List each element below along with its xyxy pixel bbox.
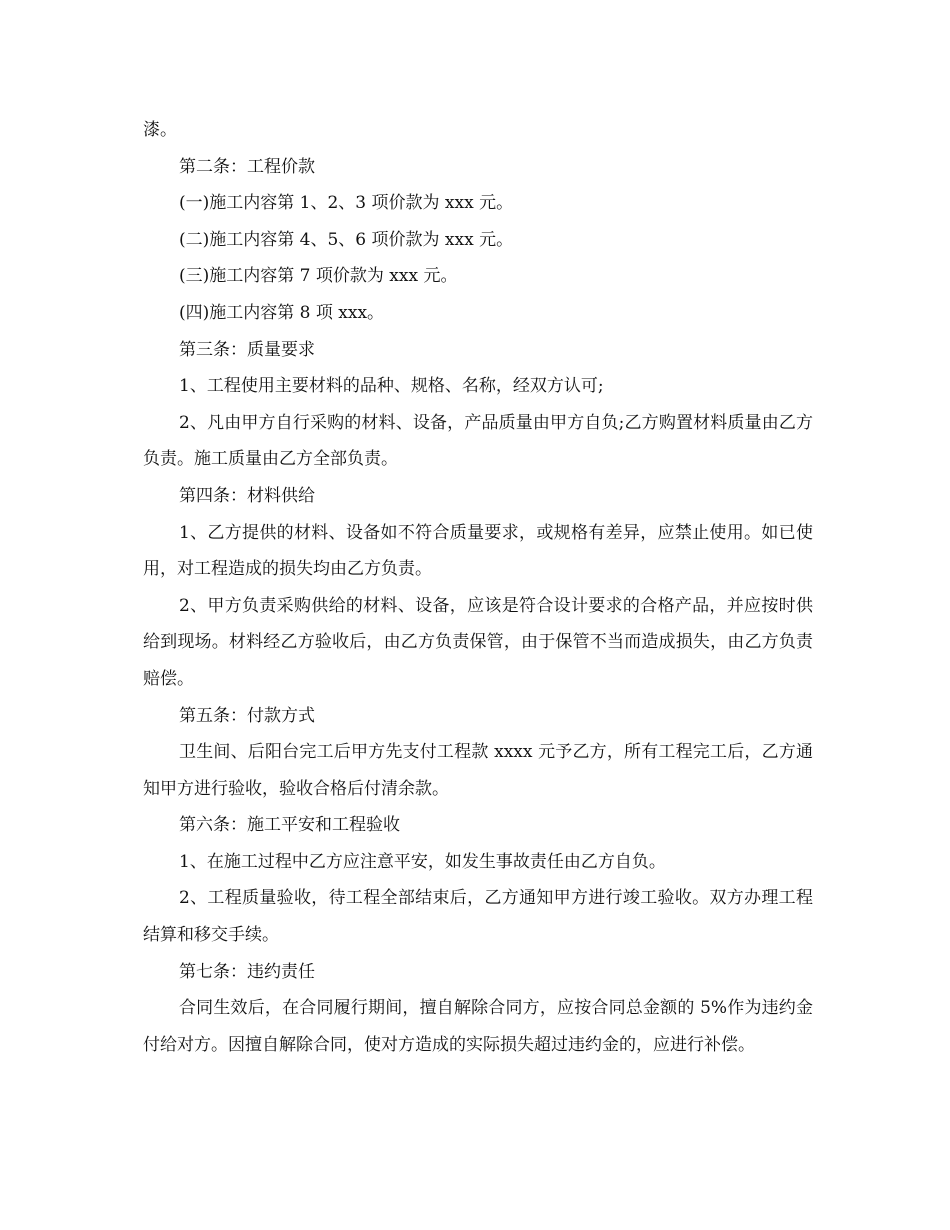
paragraph: 1、工程使用主要材料的品种、规格、名称，经双方认可;	[179, 376, 604, 397]
paragraph: 1、在施工过程中乙方应注意平安，如发生事故责任由乙方自负。	[179, 851, 666, 872]
paragraph: 合同生效后，在合同履行期间，擅自解除合同方，应按合同总金额的 5%作为违约金付给对方。因擅自解除合同，使对方造成的实际损失超过违约金的，应进行补偿。	[143, 998, 813, 1055]
paragraph: 2、工程质量验收，待工程全部结束后，乙方通知甲方进行竣工验收。双方办理工程结算和移交手续。	[143, 888, 813, 946]
paragraph: (三)施工内容第 7 项价款为 xxx 元。	[179, 266, 458, 287]
paragraph: (二)施工内容第 4、5、6 项价款为 xxx 元。	[179, 229, 514, 250]
section-heading-5: 第五条：付款方式	[179, 705, 315, 726]
section-heading-4: 第四条：材料供给	[179, 485, 315, 506]
document-body	[143, 112, 813, 1063]
paragraph: 卫生间、后阳台完工后甲方先支付工程款 xxxx 元予乙方，所有工程完工后，乙方通知甲方进行验收，验收合格后付清余款。	[143, 742, 813, 799]
paragraph: (一)施工内容第 1、2、3 项价款为 xxx 元。	[179, 193, 514, 214]
paragraph: 2、甲方负责采购供给的材料、设备，应该是符合设计要求的合格产品，并应按时供给到现场。材料经乙方验收后，由乙方负责保管，由于保管不当而造成损失，由乙方负责赔偿。	[143, 595, 813, 689]
section-heading-7: 第七条：违约责任	[179, 961, 315, 982]
paragraph: 1、乙方提供的材料、设备如不符合质量要求，或规格有差异，应禁止使用。如已使用，对工程造成的损失均由乙方负责。	[143, 522, 813, 580]
paragraph-continuation: 漆。	[143, 120, 177, 140]
section-heading-6: 第六条：施工平安和工程验收	[179, 815, 400, 836]
section-heading-3: 第三条：质量要求	[179, 339, 315, 360]
paragraph: 2、凡由甲方自行采购的材料、设备，产品质量由甲方自负;乙方购置材料质量由乙方负责。施工质量由乙方全部负责。	[143, 412, 813, 470]
paragraph: (四)施工内容第 8 项 xxx。	[179, 302, 385, 323]
section-heading-2: 第二条：工程价款	[179, 156, 315, 177]
